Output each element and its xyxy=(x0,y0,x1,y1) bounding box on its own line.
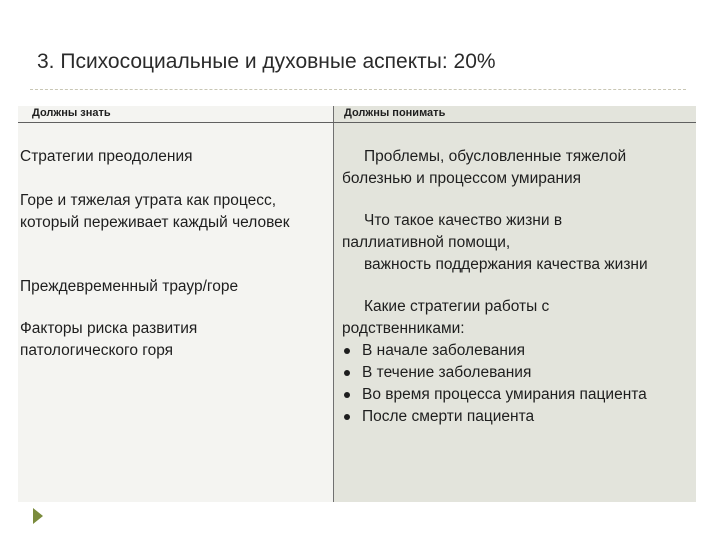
right-block-line: Какие стратегии работы с xyxy=(364,298,550,315)
column-divider xyxy=(333,106,334,502)
right-block-quality-of-life xyxy=(342,210,702,276)
bullet-list xyxy=(342,340,702,428)
right-block-line: болезнью и процессом умирания xyxy=(342,170,582,187)
content-table xyxy=(18,106,696,502)
left-item: Преждевременный траур/горе xyxy=(20,278,239,295)
left-item: Факторы риска развития патологического горя xyxy=(20,320,198,359)
bullet-item: Во время процесса умирания пациента xyxy=(342,384,702,406)
header-divider xyxy=(18,122,696,123)
right-block-line: паллиативной помощи, xyxy=(342,234,511,251)
left-item: Стратегии преодоления xyxy=(20,148,193,165)
right-block-line: Что такое качество жизни в xyxy=(364,212,563,229)
bullet-item: В течение заболевания xyxy=(342,362,702,384)
header-must-understand: Должны понимать xyxy=(344,107,446,119)
title-divider xyxy=(30,89,686,90)
bullet-item: После смерти пациента xyxy=(342,406,702,428)
header-must-know: Должны знать xyxy=(32,107,111,119)
slide-title: 3. Психосоциальные и духовные аспекты: 20% xyxy=(37,50,496,73)
right-block-line: важность поддержания качества жизни xyxy=(364,256,648,273)
left-item: Горе и тяжелая утрата как процесс, который переживает каждый человек xyxy=(20,192,290,231)
next-slide-arrow-icon[interactable] xyxy=(33,508,43,524)
right-block-relatives xyxy=(342,296,702,428)
bullet-item: В начале заболевания xyxy=(342,340,702,362)
right-block-problems xyxy=(342,146,702,190)
right-block-line: Проблемы, обусловленные тяжелой xyxy=(364,148,627,165)
right-block-line: родственниками: xyxy=(342,320,465,337)
